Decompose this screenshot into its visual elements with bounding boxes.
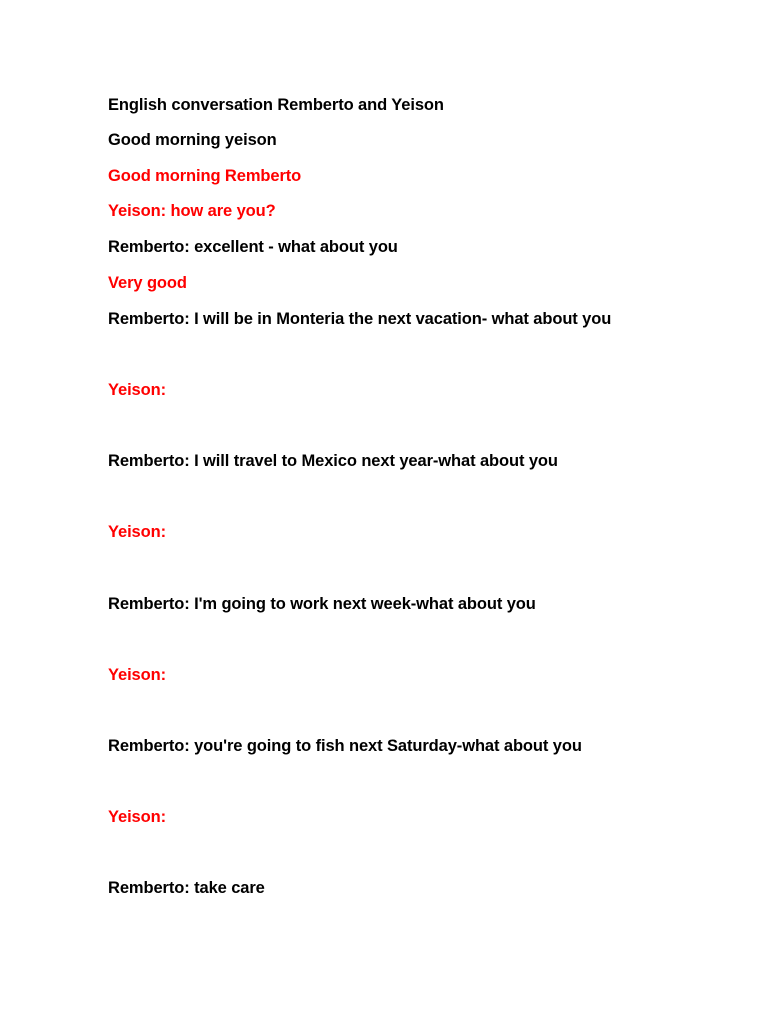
line-remberto-farewell: Remberto: take care bbox=[108, 879, 265, 897]
line-remberto-work: Remberto: I'm going to work next week-what about you bbox=[108, 595, 536, 613]
document-title: English conversation Remberto and Yeison bbox=[108, 96, 444, 114]
line-remberto-travel: Remberto: I will travel to Mexico next year-what about you bbox=[108, 452, 558, 470]
line-yeison-blank-1: Yeison: bbox=[108, 381, 166, 399]
line-yeison-blank-3: Yeison: bbox=[108, 666, 166, 684]
line-remberto-vacation: Remberto: I will be in Monteria the next vacation- what about you bbox=[108, 310, 612, 328]
line-remberto-fish: Remberto: you're going to fish next Saturday-what about you bbox=[108, 737, 582, 755]
line-remberto-reply-1: Remberto: excellent - what about you bbox=[108, 238, 398, 256]
line-remberto-greeting: Good morning yeison bbox=[108, 131, 277, 149]
line-yeison-blank-2: Yeison: bbox=[108, 523, 166, 541]
line-yeison-greeting: Good morning Remberto bbox=[108, 167, 302, 185]
line-yeison-reply-1: Very good bbox=[108, 274, 187, 292]
line-yeison-question: Yeison: how are you? bbox=[108, 202, 276, 220]
line-yeison-blank-4: Yeison: bbox=[108, 808, 166, 826]
